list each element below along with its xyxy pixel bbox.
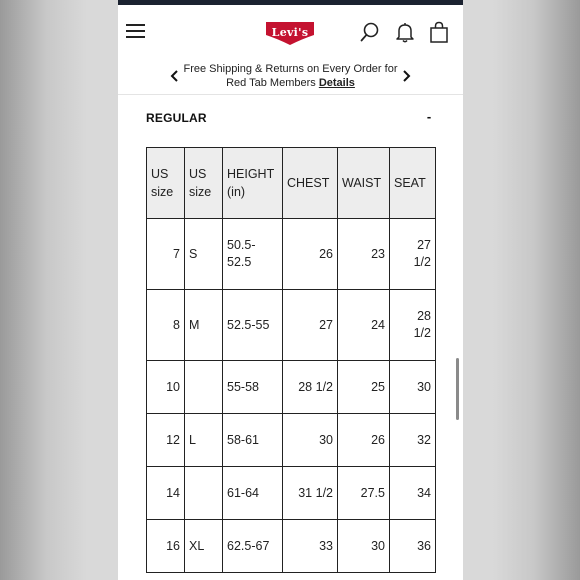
cell-size-numeric: 12 xyxy=(147,414,185,467)
cell-waist: 30 xyxy=(338,520,390,573)
cell-chest: 30 xyxy=(283,414,338,467)
brand-logo[interactable] xyxy=(265,20,315,46)
promo-message xyxy=(180,62,401,90)
header-divider xyxy=(118,94,463,95)
cell-height: 55-58 xyxy=(223,361,283,414)
promo-details-link[interactable]: Details xyxy=(318,77,355,89)
cell-size-letter xyxy=(185,467,223,520)
cell-waist: 25 xyxy=(338,361,390,414)
table-row xyxy=(147,414,436,467)
cell-waist: 27.5 xyxy=(338,467,390,520)
header-us-size-letter: US size xyxy=(185,148,223,219)
cell-size-letter: L xyxy=(185,414,223,467)
cell-height: 58-61 xyxy=(223,414,283,467)
cell-size-numeric: 14 xyxy=(147,467,185,520)
cell-seat: 32 xyxy=(390,414,436,467)
cell-seat: 34 xyxy=(390,467,436,520)
cell-size-numeric: 7 xyxy=(147,219,185,290)
cell-chest: 26 xyxy=(283,219,338,290)
cell-size-letter: XL xyxy=(185,520,223,573)
cell-height: 52.5-55 xyxy=(223,290,283,361)
cell-size-letter: S xyxy=(185,219,223,290)
header-seat: SEAT xyxy=(390,148,436,219)
cell-chest: 31 1/2 xyxy=(283,467,338,520)
header-chest: CHEST xyxy=(283,148,338,219)
cell-height: 61-64 xyxy=(223,467,283,520)
cell-waist: 26 xyxy=(338,414,390,467)
bag-icon xyxy=(428,21,450,43)
table-row xyxy=(147,467,436,520)
table-row xyxy=(147,361,436,414)
cell-size-letter: M xyxy=(185,290,223,361)
cell-height: 62.5-67 xyxy=(223,520,283,573)
search-icon xyxy=(359,21,381,43)
cell-size-numeric: 10 xyxy=(147,361,185,414)
chevron-right-icon[interactable] xyxy=(401,69,411,81)
promo-text: Free Shipping & Returns on Every Order for Red Tab Members xyxy=(183,63,398,89)
phone-screen xyxy=(118,0,463,580)
cell-size-letter xyxy=(185,361,223,414)
cell-seat: 27 1/2 xyxy=(390,219,436,290)
brand-name: Levi's xyxy=(271,26,309,39)
search-button[interactable] xyxy=(359,21,381,43)
notifications-button[interactable] xyxy=(394,21,416,43)
scrollbar-thumb[interactable] xyxy=(456,358,459,420)
header-height: HEIGHT (in) xyxy=(223,148,283,219)
shopping-bag-button[interactable] xyxy=(428,21,450,43)
table-row xyxy=(147,520,436,573)
bell-icon xyxy=(394,21,416,43)
chevron-left-icon[interactable] xyxy=(170,69,180,81)
cell-height: 50.5-52.5 xyxy=(223,219,283,290)
promo-banner xyxy=(118,62,463,92)
cell-chest: 33 xyxy=(283,520,338,573)
header-waist: WAIST xyxy=(338,148,390,219)
cell-seat: 36 xyxy=(390,520,436,573)
cell-seat: 28 1/2 xyxy=(390,290,436,361)
cell-waist: 23 xyxy=(338,219,390,290)
site-header xyxy=(118,5,463,60)
header-us-size-numeric: US size xyxy=(147,148,185,219)
menu-icon[interactable] xyxy=(126,24,145,38)
cell-seat: 30 xyxy=(390,361,436,414)
size-chart-table xyxy=(146,147,436,573)
table-header-row xyxy=(147,148,436,219)
table-row xyxy=(147,290,436,361)
cell-size-numeric: 16 xyxy=(147,520,185,573)
cell-chest: 27 xyxy=(283,290,338,361)
cell-chest: 28 1/2 xyxy=(283,361,338,414)
table-row xyxy=(147,219,436,290)
cell-size-numeric: 8 xyxy=(147,290,185,361)
collapse-toggle[interactable]: - xyxy=(426,109,432,124)
cell-waist: 24 xyxy=(338,290,390,361)
section-title: REGULAR xyxy=(146,111,207,125)
